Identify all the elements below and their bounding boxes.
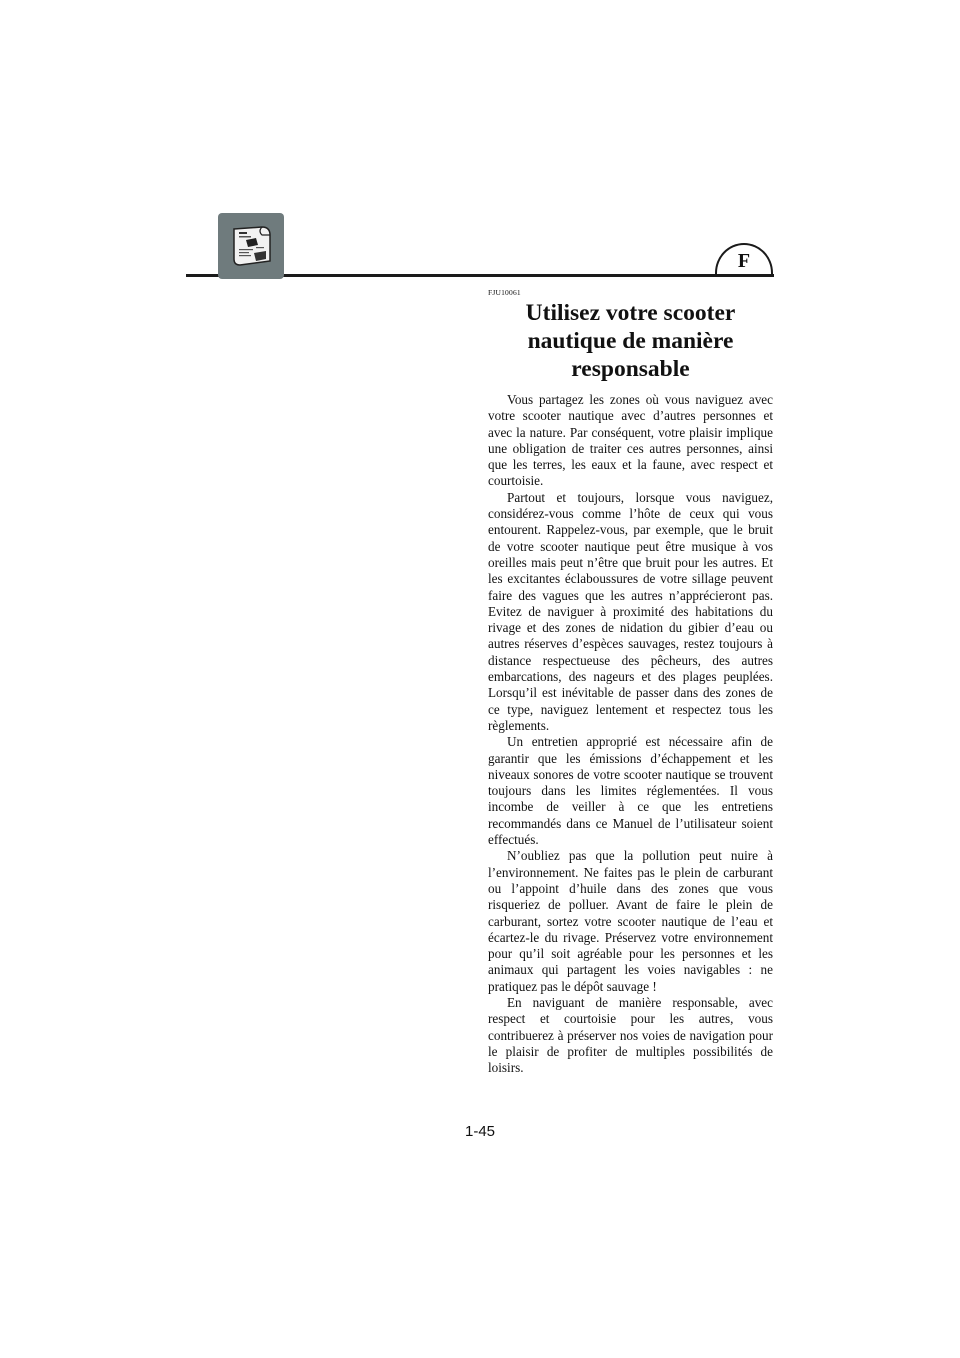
content-column [488,288,773,1076]
paragraph: En naviguant de manière responsable, avec respect et courtoisie pour les autres, vous contribuerez à préserver nos voies de navigation pour le plaisir de profiter de multiples possibilités de loisirs. [488,994,773,1076]
section-code: FJU10061 [488,288,521,297]
page-number: 1-45 [464,1123,496,1140]
paragraph: Un entretien approprié est nécessaire afin de garantir que les émissions d’échappement et les niveaux sonores de votre scooter nautique se trouvent toujours dans les limites réglementées. Il vous incombe de veiller à ce que les entretiens recommandés dans ce Manuel de l’utilisateur soient effectués. [488,734,773,848]
section-body [488,392,773,1076]
language-badge: F [715,243,773,274]
section-title: Utilisez votre scooter nautique de manière responsable [525,300,736,382]
paragraph: N’oubliez pas que la pollution peut nuire à l’environnement. Ne faites pas le plein de carburant ou l’appoint d’huile dans des zones que vous risqueriez de polluer. Avant de faire le plein de carburant, sortez votre scooter nautique de l’eau et écartez-le du rivage. Préservez votre environnement pour qu’il soit agréable pour les personnes et les animaux qui partagent les voies navigables : ne pratiquez pas le dépôt sauvage ! [488,848,773,994]
manual-book-icon-graphic [226,221,276,271]
manual-book-icon [218,213,284,279]
paragraph: Partout et toujours, lorsque vous naviguez, considérez-vous comme l’hôte de ceux qui vous entourent. Rappelez-vous, par exemple, que le bruit de votre scooter nautique peut être musique à vos oreilles mais peut n’être que bruit pour les autres. Et les excitantes éclaboussures de votre sillage peuvent faire des vagues que les autres n’apprécieront pas. Evitez de naviguer à proximité des habitations du rivage et des zones de nidation du gibier d’eau ou autres réserves d’espèces sauvages, restez toujours à distance respectueuse des pêcheurs, des autres embarcations, des nageurs et des plages peuplées. Lorsqu’il est inévitable de passer dans des zones de ce type, naviguez lentement et respectez tous les règlements. [488,489,773,733]
paragraph: Vous partagez les zones où vous naviguez avec votre scooter nautique avec d’autres personnes et avec la nature. Par conséquent, votre plaisir implique une obligation de traiter ces autres personnes, ainsi que les terres, les eaux et la faune, avec respect et courtoisie. [488,392,773,489]
